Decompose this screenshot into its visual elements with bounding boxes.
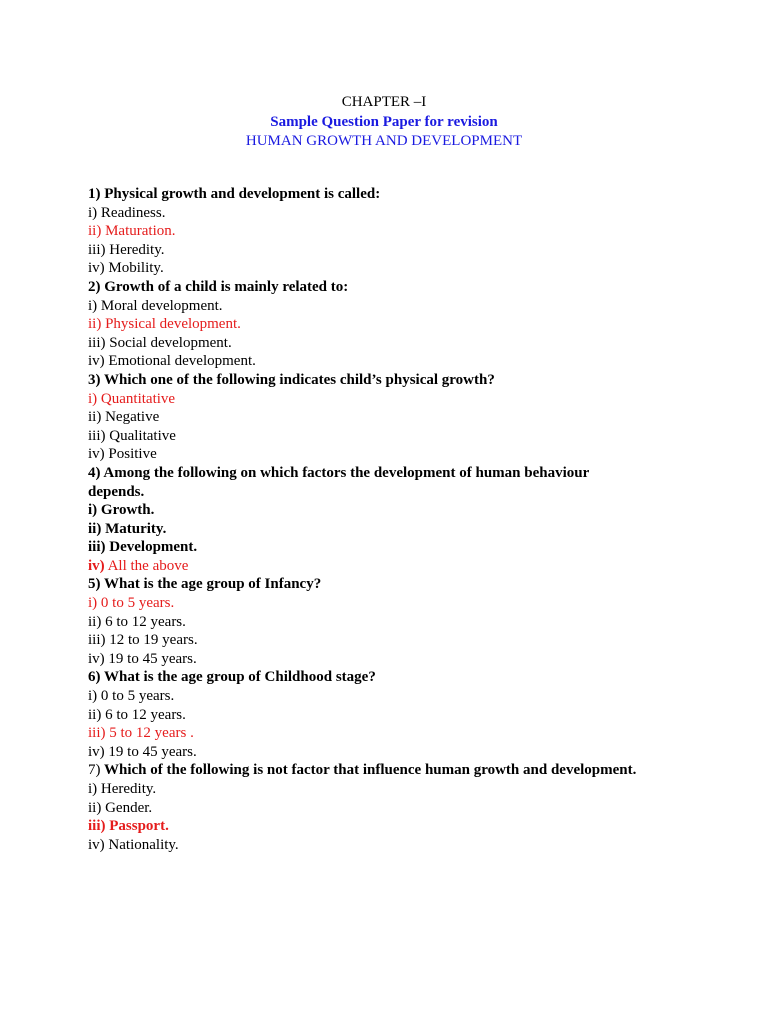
- question-text: 1) Physical growth and development is called:: [88, 186, 381, 202]
- answer-option: i) 0 to 5 years.: [88, 595, 175, 612]
- answer-option: iii) Passport.: [88, 818, 169, 835]
- option-text: iii) Development.: [88, 539, 198, 556]
- option-text: ii) 6 to 12 years.: [88, 706, 186, 723]
- option-text: iv) Mobility.: [88, 260, 164, 277]
- question-text-continued: depends.: [88, 483, 145, 500]
- question-block-2: [88, 278, 728, 371]
- option-text: iv) Emotional development.: [88, 353, 256, 370]
- question-text: 3) Which one of the following indicates child’s physical growth?: [88, 371, 495, 388]
- chapter-heading: CHAPTER –I: [341, 94, 427, 110]
- question-block-7: [88, 761, 728, 854]
- option-text: iv) Nationality.: [88, 836, 179, 853]
- answer-option: i) Quantitative: [88, 390, 176, 407]
- option-text: i) 0 to 5 years.: [88, 688, 175, 705]
- question-number: 7): [88, 762, 101, 779]
- question-block-6: [88, 668, 728, 761]
- question-text: [88, 761, 728, 780]
- answer-text: All the above: [104, 557, 189, 574]
- option-text: iii) Qualitative: [88, 427, 176, 444]
- option-text: ii) Maturity.: [88, 520, 167, 537]
- option-text: iv) 19 to 45 years.: [88, 743, 197, 760]
- option-text: iii) 12 to 19 years.: [88, 632, 198, 649]
- question-block-5: [88, 575, 728, 668]
- answer-option: ii) Physical development.: [88, 316, 241, 333]
- question-text: 4) Among the following on which factors the development of human behaviour: [88, 464, 590, 481]
- option-text: iii) Social development.: [88, 334, 232, 351]
- option-text: ii) 6 to 12 years.: [88, 613, 186, 630]
- answer-label: iv): [88, 557, 105, 574]
- question-block-3: [88, 371, 728, 464]
- option-text: i) Growth.: [88, 502, 155, 519]
- option-text: iv) Positive: [88, 446, 157, 463]
- option-text: i) Readiness.: [88, 204, 166, 221]
- option-text: ii) Negative: [88, 409, 160, 426]
- option-text: i) Heredity.: [88, 781, 157, 797]
- question-block-4: [88, 464, 728, 576]
- answer-option: [88, 557, 728, 576]
- option-text: ii) Gender.: [88, 799, 153, 816]
- question-text: 5) What is the age group of Infancy?: [88, 576, 322, 593]
- paper-subtitle: Sample Question Paper for revision: [270, 113, 498, 130]
- question-body: Which of the following is not factor that influence human growth and development.: [100, 762, 637, 779]
- question-text: 6) What is the age group of Childhood stage?: [88, 669, 376, 686]
- option-text: iv) 19 to 45 years.: [88, 650, 197, 667]
- question-list: [88, 185, 728, 854]
- question-block-1: [88, 185, 728, 278]
- option-text: i) Moral development.: [88, 297, 223, 314]
- answer-option: iii) 5 to 12 years .: [88, 725, 194, 742]
- document-header: [0, 93, 768, 152]
- option-text: iii) Heredity.: [88, 241, 165, 258]
- answer-option: ii) Maturation.: [88, 223, 176, 240]
- question-text: 2) Growth of a child is mainly related to:: [88, 278, 349, 295]
- paper-title: HUMAN GROWTH AND DEVELOPMENT: [245, 133, 523, 149]
